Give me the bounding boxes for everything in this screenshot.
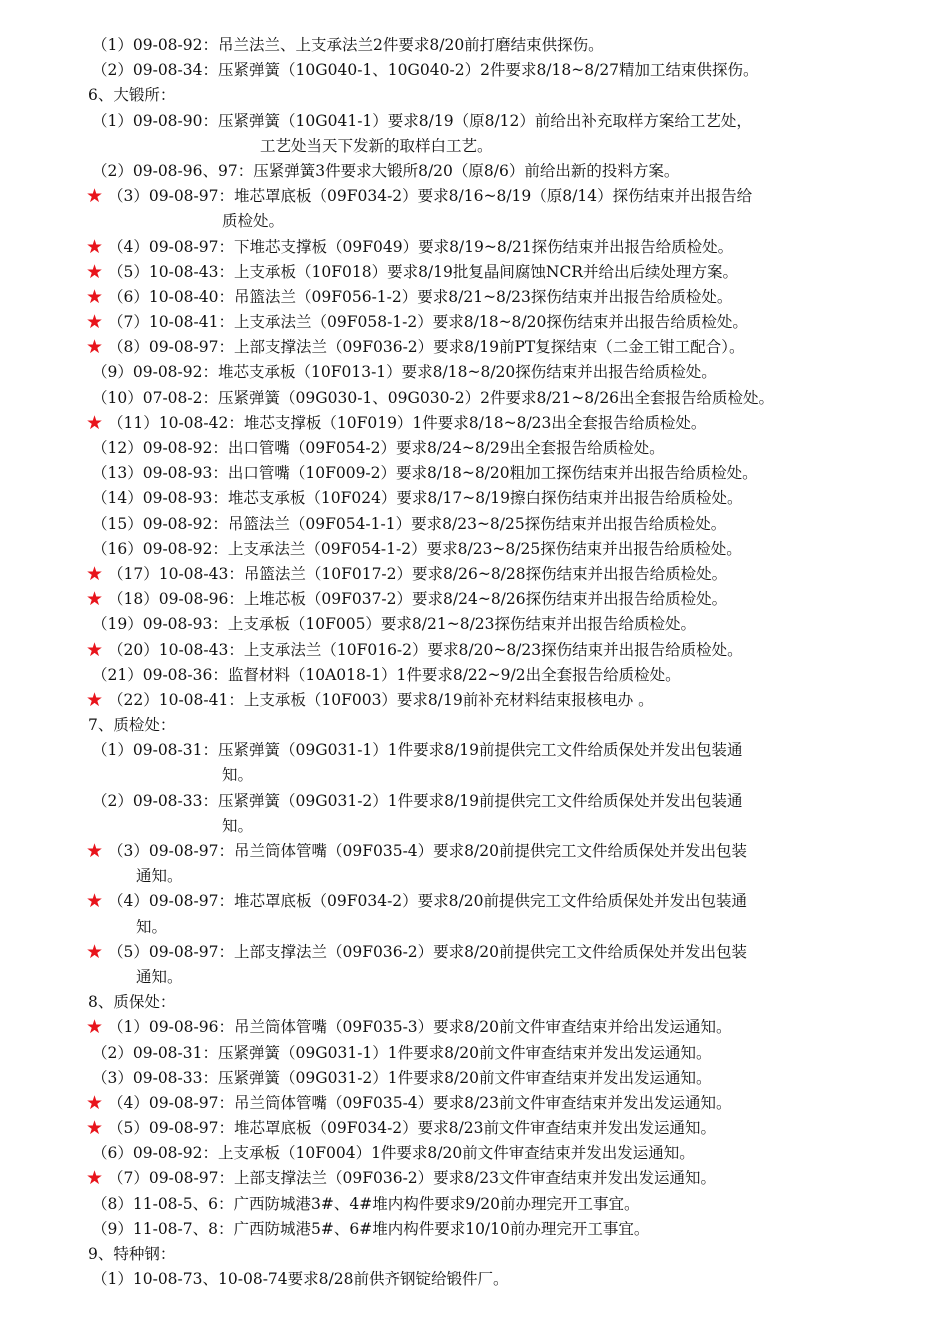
document-line: [0, 1041, 950, 1066]
priority-star-icon: ★: [86, 588, 104, 611]
document-line: [0, 864, 950, 889]
document-line: [0, 235, 950, 260]
document-line: [0, 1217, 950, 1242]
line-text: （1）09-08-96：吊兰筒体管嘴（09F035-3）要求8/20前文件审查结束并给出发运通知。: [108, 1018, 732, 1037]
priority-star-icon: ★: [86, 311, 104, 334]
line-text: 质检处。: [222, 212, 285, 231]
priority-star-icon: ★: [86, 1016, 104, 1039]
document-line: [0, 1242, 950, 1267]
document-line: [0, 587, 950, 612]
document-line: [0, 889, 950, 914]
document-line: [0, 335, 950, 360]
line-text: （22）10-08-41：上支承板（10F003）要求8/19前补充材料结束报核电办 。: [108, 690, 654, 709]
line-text: （7）09-08-97：上部支撑法兰（09F036-2）要求8/23文件审查结束并发出发运通知。: [108, 1169, 716, 1188]
line-text: （5）10-08-43：上支承板（10F018）要求8/19批复晶间腐蚀NCR并给出后续处理方案。: [108, 262, 738, 281]
line-text: （1）09-08-90：压紧弹簧（10G041-1）要求8/19（原8/12）前给出补充取样方案给工艺处，: [92, 111, 752, 130]
document-line: [0, 915, 950, 940]
line-text: （2）09-08-31：压紧弹簧（09G031-1）1件要求8/20前文件审查结束并发出发运通知。: [92, 1043, 712, 1062]
line-text: （4）09-08-97：吊兰筒体管嘴（09F035-4）要求8/23前文件审查结束并发出发运通知。: [108, 1093, 732, 1112]
priority-star-icon: ★: [86, 260, 104, 283]
line-text: （16）09-08-92：上支承法兰（09F054-1-2）要求8/23~8/25探伤结束并出报告给质检处。: [92, 539, 742, 558]
document-line: [0, 1091, 950, 1116]
document-line: [0, 58, 950, 83]
line-text: （13）09-08-93：出口管嘴（10F009-2）要求8/18~8/20粗加工探伤结束并出报告给质检处。: [92, 464, 758, 483]
priority-star-icon: ★: [86, 1117, 104, 1140]
priority-star-icon: ★: [86, 285, 104, 308]
document-line: [0, 184, 950, 209]
document-line: [0, 260, 950, 285]
line-text: 工艺处当天下发新的取样白工艺。: [260, 136, 493, 155]
priority-star-icon: ★: [86, 411, 104, 434]
document-line: [0, 33, 950, 58]
line-text: （1）09-08-31：压紧弹簧（09G031-1）1件要求8/19前提供完工文件给质保处并发出包装通: [92, 741, 743, 760]
line-text: （6）09-08-92：上支承板（10F004）1件要求8/20前文件审查结束并发出发运通知。: [92, 1144, 695, 1163]
line-text: 7、质检处：: [88, 716, 176, 735]
priority-star-icon: ★: [86, 638, 104, 661]
line-text: 8、质保处：: [88, 993, 176, 1012]
line-text: （8）11-08-5、6：广西防城港3#、4#堆内构件要求9/20前办理完开工事宜。: [92, 1194, 640, 1213]
line-text: （12）09-08-92：出口管嘴（09F054-2）要求8/24~8/29出全套报告给质检处。: [92, 439, 665, 457]
line-text: （7）10-08-41：上支承法兰（09F058-1-2）要求8/18~8/20探伤结束并出报告给质检处。: [108, 313, 748, 332]
document-line: [0, 663, 950, 688]
line-text: 9、特种钢：: [88, 1245, 176, 1263]
line-text: 通知。: [136, 967, 183, 986]
line-text: （11）10-08-42：堆芯支撑板（10F019）1件要求8/18~8/23出全套报告给质检处。: [108, 413, 707, 432]
document-line: [0, 159, 950, 184]
line-text: （19）09-08-93：上支承板（10F005）要求8/21~8/23探伤结束并出报告给质检处。: [92, 615, 697, 634]
document-line: [0, 209, 950, 234]
line-text: （4）09-08-97：下堆芯支撑板（09F049）要求8/19~8/21探伤结束并出报告给质检处。: [108, 237, 734, 256]
priority-star-icon: ★: [86, 840, 104, 862]
document-line: [0, 789, 950, 814]
document-line: [0, 109, 950, 134]
priority-star-icon: ★: [86, 336, 104, 359]
document-line: [0, 1116, 950, 1141]
document-line: [0, 537, 950, 562]
line-text: （18）09-08-96：上堆芯板（09F037-2）要求8/24~8/26探伤结束并出报告给质检处。: [108, 590, 728, 609]
line-text: （3）09-08-97：吊兰筒体管嘴（09F035-4）要求8/20前提供完工文件给质保处并发出包装: [108, 842, 747, 860]
priority-star-icon: ★: [86, 940, 104, 963]
document-line: [0, 1267, 950, 1292]
document-line: [0, 1015, 950, 1040]
line-text: （5）09-08-97：上部支撑法兰（09F036-2）要求8/20前提供完工文件给质保处并发出包装: [108, 942, 747, 961]
document-line: [0, 839, 950, 864]
document-line: [0, 461, 950, 486]
document-line: [0, 990, 950, 1015]
document-line: [0, 738, 950, 763]
line-text: （6）10-08-40：吊篮法兰（09F056-1-2）要求8/21~8/23探伤结束并出报告给质检处。: [108, 287, 733, 306]
document-line: [0, 436, 950, 461]
line-text: 知。: [222, 766, 254, 785]
document-line: [0, 940, 950, 965]
line-text: （10）07-08-2：压紧弹簧（09G030-1、09G030-2）2件要求8/21~8/26出全套报告给质检处。: [92, 388, 775, 407]
priority-star-icon: ★: [86, 235, 104, 258]
document-line: [0, 638, 950, 663]
line-text: （20）10-08-43：上支承法兰（10F016-2）要求8/20~8/23探伤结束并出报告给质检处。: [108, 640, 743, 659]
line-text: 知。: [222, 816, 254, 835]
document-line: [0, 1192, 950, 1217]
document-line: [0, 83, 950, 108]
document-line: [0, 512, 950, 537]
priority-star-icon: ★: [86, 1091, 104, 1114]
document-line: [0, 134, 950, 159]
line-text: （9）11-08-7、8：广西防城港5#、6#堆内构件要求10/10前办理完开工事宜。: [92, 1219, 650, 1238]
document-line: [0, 612, 950, 637]
document-line: [0, 486, 950, 511]
document-line: [0, 360, 950, 385]
line-text: （14）09-08-93：堆芯支承板（10F024）要求8/17~8/19擦白探伤结束并出报告给质检处。: [92, 489, 743, 508]
priority-star-icon: ★: [86, 890, 104, 913]
line-text: （3）09-08-33：压紧弹簧（09G031-2）1件要求8/20前文件审查结束并发出发运通知。: [92, 1068, 712, 1087]
document-line: [0, 1066, 950, 1091]
priority-star-icon: ★: [86, 688, 104, 711]
line-text: （2）09-08-33：压紧弹簧（09G031-2）1件要求8/19前提供完工文件给质保处并发出包装通: [92, 791, 743, 810]
priority-star-icon: ★: [86, 1167, 104, 1190]
line-text: 通知。: [136, 867, 183, 886]
line-text: （1）10-08-73、10-08-74要求8/28前供齐钢锭给锻件厂。: [92, 1270, 509, 1289]
line-text: （4）09-08-97：堆芯罩底板（09F034-2）要求8/20前提供完工文件给质保处并发出包装通: [108, 892, 747, 911]
line-text: （8）09-08-97：上部支撑法兰（09F036-2）要求8/19前PT复探结束（二金工钳工配合）。: [108, 338, 745, 357]
line-text: （2）09-08-34：压紧弹簧（10G040-1、10G040-2）2件要求8/18~8/27精加工结束供探伤。: [92, 61, 759, 80]
line-text: （15）09-08-92：吊篮法兰（09F054-1-1）要求8/23~8/25探伤结束并出报告给质检处。: [92, 514, 727, 533]
document-line: [0, 713, 950, 738]
document-line: [0, 688, 950, 713]
document-line: [0, 1141, 950, 1166]
document-line: [0, 1166, 950, 1191]
document-line: [0, 965, 950, 990]
line-text: 知。: [136, 917, 168, 936]
priority-star-icon: ★: [86, 562, 104, 585]
line-text: （9）09-08-92：堆芯支承板（10F013-1）要求8/18~8/20探伤结束并出报告给质检处。: [92, 363, 717, 382]
line-text: （21）09-08-36：监督材料（10A018-1）1件要求8/22~9/2出全套报告给质检处。: [92, 665, 681, 684]
document-line: [0, 386, 950, 411]
line-text: （3）09-08-97：堆芯罩底板（09F034-2）要求8/16~8/19（原8/14）探伤结束并出报告给: [108, 187, 753, 206]
line-text: （1）09-08-92：吊兰法兰、上支承法兰2件要求8/20前打磨结束供探伤。: [92, 36, 604, 54]
document-line: [0, 285, 950, 310]
document-line: [0, 310, 950, 335]
line-text: 6、大锻所：: [88, 86, 176, 105]
document-line: [0, 814, 950, 839]
document-line: [0, 562, 950, 587]
document-body: [0, 33, 950, 1292]
document-line: [0, 763, 950, 788]
line-text: （17）10-08-43：吊篮法兰（10F017-2）要求8/26~8/28探伤结束并出报告给质检处。: [108, 564, 728, 583]
document-line: [0, 411, 950, 436]
line-text: （2）09-08-96、97：压紧弹簧3件要求大锻所8/20（原8/6）前给出新的投料方案。: [92, 161, 680, 180]
priority-star-icon: ★: [86, 185, 104, 208]
line-text: （5）09-08-97：堆芯罩底板（09F034-2）要求8/23前文件审查结束并发出发运通知。: [108, 1119, 716, 1138]
